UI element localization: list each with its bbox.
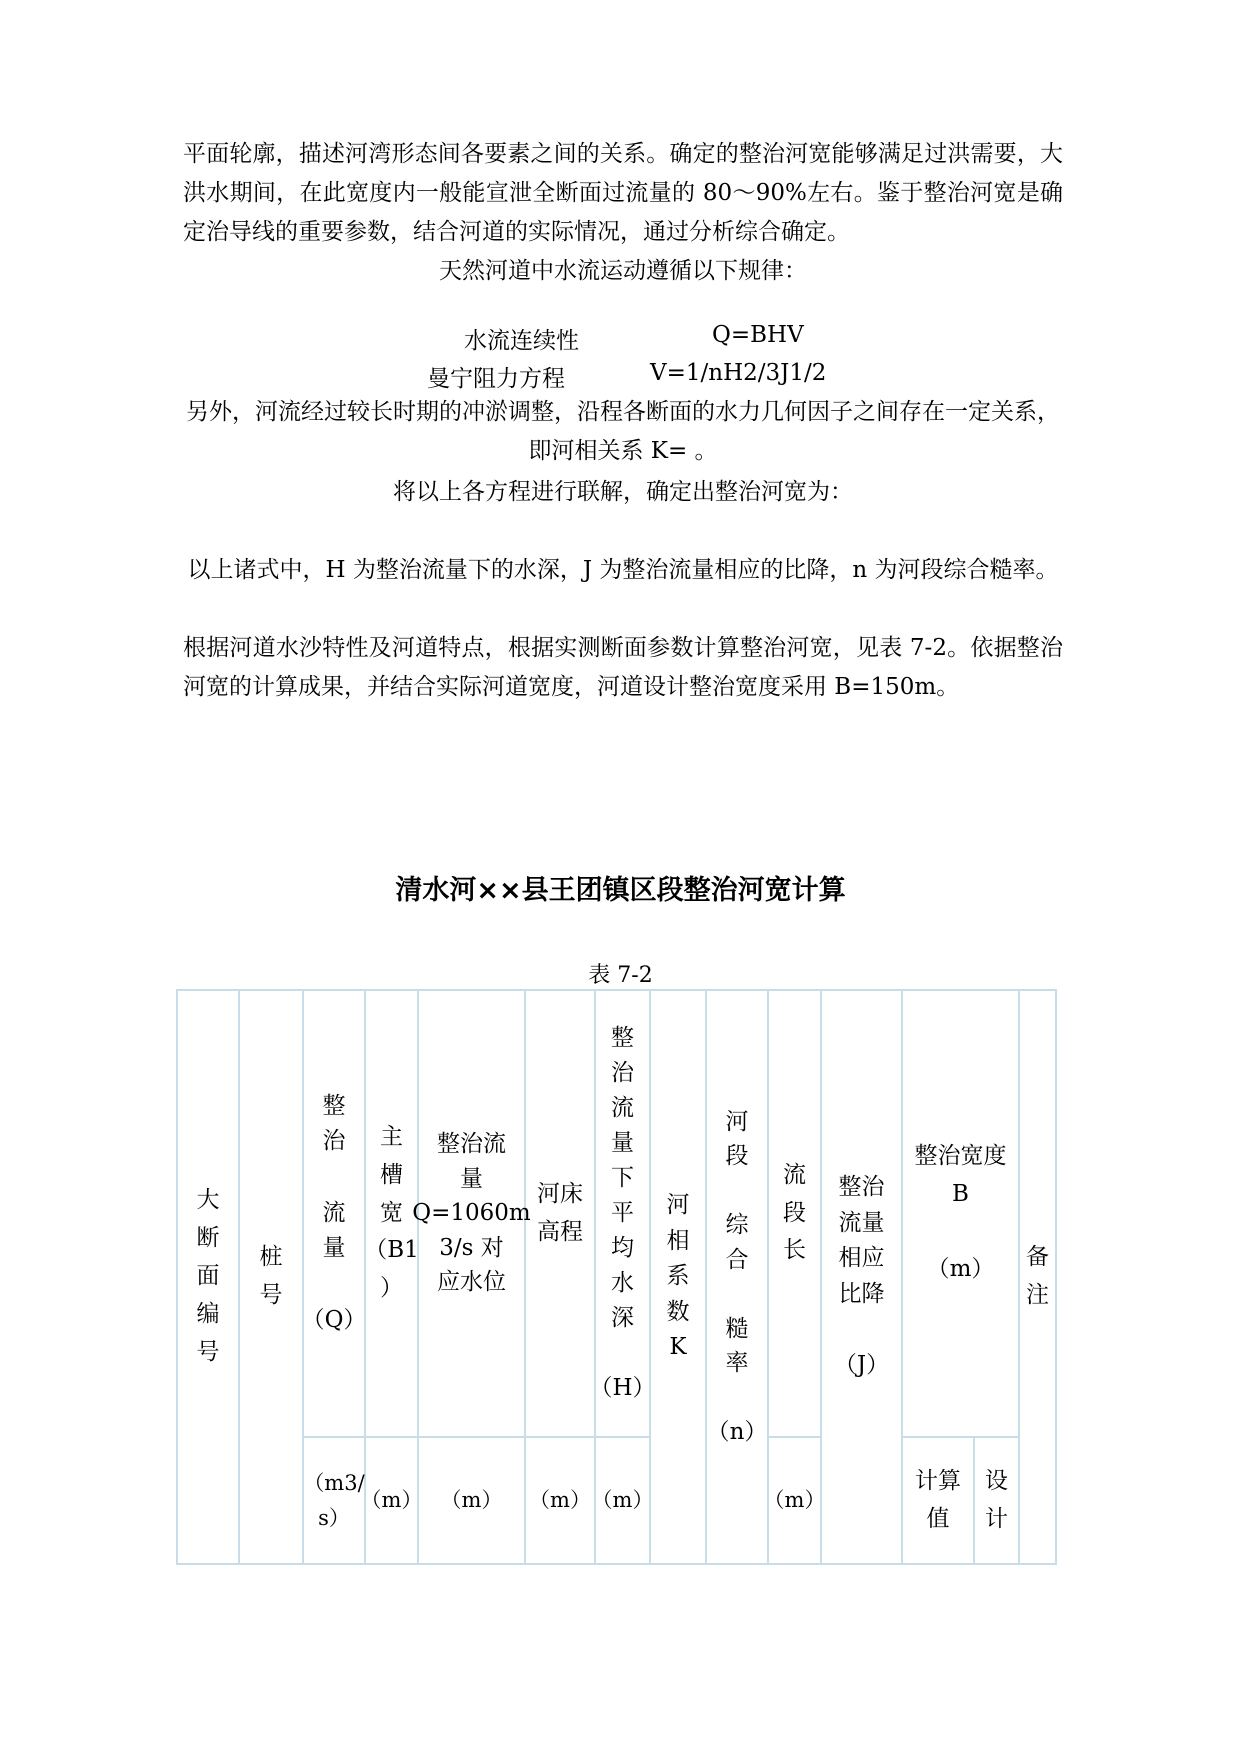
- unit-reach-length: （m）: [763, 1488, 826, 1513]
- header-main-channel-width: 主 槽 宽 （B1 ）: [364, 1123, 419, 1302]
- paragraph-river-width-intro: 平面轮廓，描述河湾形态间各要素之间的关系。确定的整治河宽能够满足过洪需要，大洪水期间，在此宽度内一般能宣泄全断面过流量的 80～90%左右。鉴于整治河宽是确定治导线的重要参数，结合河道的实际情况，通过分析综合确定。: [183, 141, 1063, 245]
- subheader-design-value: 设 计: [985, 1467, 1008, 1532]
- header-bed-elevation: 河床 高程: [537, 1180, 583, 1245]
- table-number: 表 7-2: [588, 963, 653, 988]
- header-roughness: 河 段 综 合 糙 率 （n）: [706, 1108, 768, 1445]
- header-remarks: 备 注: [1026, 1244, 1049, 1308]
- header-regulation-flow: 整 治 流 量 （Q）: [301, 1092, 367, 1333]
- subheader-calculated-value: 计算 值: [915, 1467, 961, 1532]
- paragraph-regime-relation: 另外，河流经过较长时期的冲淤调整，沿程各断面的水力几何因子之间存在一定关系，即河相关系 K= 。: [186, 399, 1060, 464]
- paragraph-joint-solution: 将以上各方程进行联解，确定出整治河宽为：: [393, 479, 853, 505]
- table-title: 清水河××县王团镇区段整治河宽计算: [395, 875, 846, 906]
- paragraph-symbol-definitions: 以上诸式中，H 为整治流量下的水深，J 为整治流量相应的比降，n 为河段综合糙率。: [187, 557, 1059, 583]
- formula-continuity-label: 水流连续性: [464, 328, 579, 354]
- unit-main-width: （m）: [360, 1488, 423, 1513]
- header-section-number: 大 断 面 编 号: [196, 1187, 220, 1365]
- unit-depth: （m）: [591, 1488, 654, 1513]
- header-slope: 整治 流量 相应 比降 （J）: [833, 1174, 890, 1379]
- header-mean-depth: 整 治 流 量 下 平 均 水 深 （H）: [589, 1025, 656, 1401]
- formula-continuity-expr: Q=BHV: [712, 322, 804, 348]
- unit-flow: （m3/ s）: [303, 1470, 365, 1530]
- unit-water-level: （m）: [440, 1488, 503, 1513]
- header-reach-length: 流 段 长: [783, 1161, 806, 1264]
- header-water-level: 整治流 量 Q=1060m 3/s 对 应水位: [412, 1131, 531, 1296]
- paragraph-flow-laws: 天然河道中水流运动遵循以下规律：: [439, 258, 807, 284]
- formula-manning-label: 曼宁阻力方程: [427, 366, 565, 392]
- header-regime-coefficient: 河 相 系 数 K: [666, 1191, 690, 1361]
- paragraph-calculation-result: 根据河道水沙特性及河道特点，根据实测断面参数计算整治河宽，见表 7-2。依据整治河宽的计算成果，并结合实际河道宽度，河道设计整治宽度采用 B=150m。: [183, 635, 1063, 700]
- unit-bed-elevation: （m）: [529, 1488, 591, 1513]
- header-station: 桩 号: [259, 1244, 283, 1308]
- formula-manning-expr: V=1/nH2/3J1/2: [650, 360, 827, 386]
- header-regulation-width: 整治宽度 B （m）: [914, 1142, 1007, 1283]
